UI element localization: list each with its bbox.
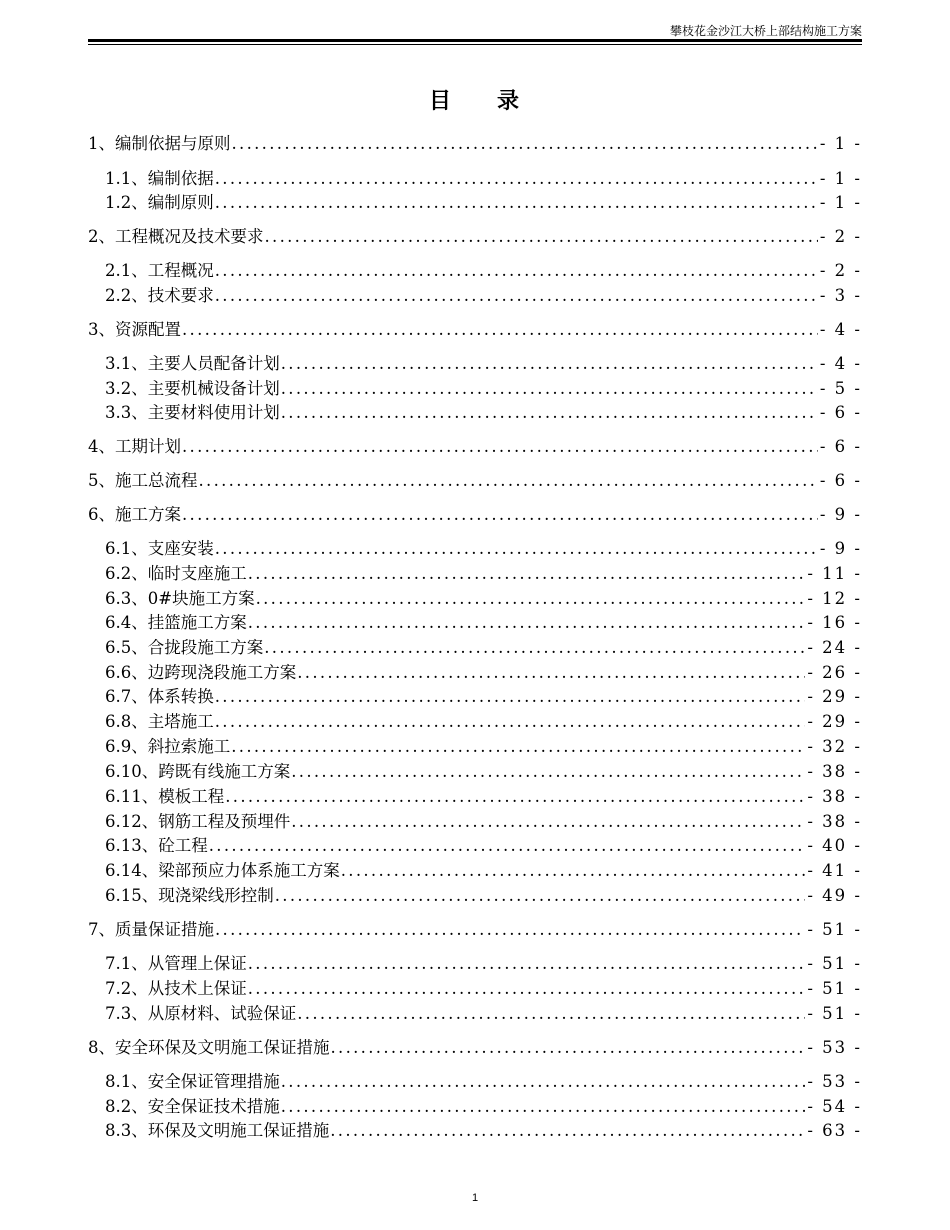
toc-leader-dots xyxy=(231,736,805,758)
toc-entry-text: 3.2、主要机械设备计划 xyxy=(105,379,280,398)
toc-entry-text: 1.1、编制依据 xyxy=(105,169,214,188)
toc-leader-dots xyxy=(291,811,805,833)
toc-leader-dots xyxy=(256,588,806,610)
toc-leader-dots xyxy=(182,319,818,341)
toc-leader-dots xyxy=(199,470,818,492)
toc-page-number: - 12 - xyxy=(807,589,862,608)
toc-leader-dots xyxy=(264,637,805,659)
toc-entry[interactable] xyxy=(105,612,862,634)
toc-leader-dots xyxy=(297,662,805,684)
toc-entry-text: 3.1、主要人员配备计划 xyxy=(105,354,280,373)
toc-entry-text: 2.1、工程概况 xyxy=(105,261,214,280)
toc-leader-dots xyxy=(341,860,806,882)
toc-page-number: - 41 - xyxy=(807,861,862,880)
toc-entry-text: 6.13、砼工程 xyxy=(105,836,208,855)
toc-entry[interactable] xyxy=(105,260,862,282)
toc-entry[interactable] xyxy=(88,319,862,341)
toc-entry[interactable] xyxy=(105,538,862,560)
toc-page-number: - 9 - xyxy=(819,505,862,524)
toc-leader-dots xyxy=(215,260,818,282)
toc-leader-dots xyxy=(248,953,806,975)
toc-leader-dots xyxy=(215,192,818,214)
toc-page-number: - 51 - xyxy=(807,1004,862,1023)
toc-entry-text: 6.1、支座安装 xyxy=(105,539,214,558)
toc-entry[interactable] xyxy=(88,226,862,248)
toc-entry-text: 3.3、主要材料使用计划 xyxy=(105,403,280,422)
toc-leader-dots xyxy=(330,1120,805,1142)
toc-page-number: - 63 - xyxy=(807,1121,862,1140)
toc-page-number: - 1 - xyxy=(819,193,862,212)
toc-page-number: - 51 - xyxy=(807,979,862,998)
toc-entry-text: 6.7、体系转换 xyxy=(105,687,214,706)
toc-page-number: - 29 - xyxy=(807,712,862,731)
toc-entry-text: 2、工程概况及技术要求 xyxy=(88,227,264,246)
toc-page-number: - 9 - xyxy=(819,539,862,558)
toc-entry-text: 6.3、0#块施工方案 xyxy=(105,589,255,608)
toc-page-number: - 26 - xyxy=(807,663,862,682)
toc-page-number: - 40 - xyxy=(807,836,862,855)
toc-page-number: - 53 - xyxy=(807,1038,862,1057)
toc-page-number: - 38 - xyxy=(807,787,862,806)
toc-entry[interactable] xyxy=(88,133,862,155)
toc-leader-dots xyxy=(275,885,806,907)
toc-leader-dots xyxy=(265,226,818,248)
footer-page-number: 1 xyxy=(471,1192,479,1204)
toc-leader-dots xyxy=(281,378,818,400)
toc-entry-text: 7.1、从管理上保证 xyxy=(105,954,247,973)
toc-entry[interactable] xyxy=(105,637,862,659)
toc-entry[interactable] xyxy=(105,168,862,190)
toc-page-number: - 2 - xyxy=(819,227,862,246)
toc-entry[interactable] xyxy=(105,885,862,907)
toc-leader-dots xyxy=(215,919,805,941)
toc-page-number: - 3 - xyxy=(819,286,862,305)
toc-page-number: - 32 - xyxy=(807,737,862,756)
toc-entry-text: 4、工期计划 xyxy=(88,437,181,456)
toc-leader-dots xyxy=(182,436,818,458)
toc-leader-dots xyxy=(297,1003,805,1025)
toc-page-number: - 49 - xyxy=(807,886,862,905)
toc-entry[interactable] xyxy=(88,436,862,458)
toc-leader-dots xyxy=(215,538,818,560)
toc-entry[interactable] xyxy=(105,953,862,975)
toc-entry[interactable] xyxy=(88,919,862,941)
toc-entry[interactable] xyxy=(105,378,862,400)
toc-page-number: - 53 - xyxy=(807,1072,862,1091)
toc-page-number: - 38 - xyxy=(807,762,862,781)
toc-entry-text: 6.14、梁部预应力体系施工方案 xyxy=(105,861,340,880)
toc-entry[interactable] xyxy=(105,588,862,610)
toc-leader-dots xyxy=(209,835,806,857)
toc-page-number: - 38 - xyxy=(807,812,862,831)
toc-page-number: - 11 - xyxy=(807,564,862,583)
toc-entry-text: 3、资源配置 xyxy=(88,320,181,339)
toc-entry-text: 6.12、钢筋工程及预埋件 xyxy=(105,812,291,831)
toc-entry-text: 6.15、现浇梁线形控制 xyxy=(105,886,274,905)
toc-entry[interactable] xyxy=(105,662,862,684)
toc-title-char-2: 录 xyxy=(497,89,522,114)
toc-entry-text: 6.9、斜拉索施工 xyxy=(105,737,231,756)
toc-entry[interactable] xyxy=(88,470,862,492)
toc-entry[interactable] xyxy=(105,978,862,1000)
toc-leader-dots xyxy=(331,1037,806,1059)
toc-leader-dots xyxy=(248,563,806,585)
toc-entry-text: 2.2、技术要求 xyxy=(105,286,214,305)
toc-entry-text: 7、质量保证措施 xyxy=(88,920,214,939)
toc-entry-text: 6.2、临时支座施工 xyxy=(105,564,247,583)
toc-entry[interactable] xyxy=(105,711,862,733)
toc-entry-text: 1.2、编制原则 xyxy=(105,193,214,212)
toc-leader-dots xyxy=(215,285,818,307)
toc-page-number: - 6 - xyxy=(819,437,862,456)
toc-entry-text: 5、施工总流程 xyxy=(88,471,198,490)
toc-entry-text: 6.5、合拢段施工方案 xyxy=(105,638,264,657)
toc-entry-text: 7.3、从原材料、试验保证 xyxy=(105,1004,297,1023)
toc-entry[interactable] xyxy=(105,1096,862,1118)
toc-leader-dots xyxy=(225,786,805,808)
toc-page-number: - 6 - xyxy=(819,471,862,490)
toc-title xyxy=(0,86,950,118)
toc-entry[interactable] xyxy=(105,285,862,307)
toc-leader-dots xyxy=(215,686,806,708)
toc-entry[interactable] xyxy=(105,1071,862,1093)
toc-page-number: - 24 - xyxy=(807,638,862,657)
toc-entry-text: 8.2、安全保证技术措施 xyxy=(105,1097,280,1116)
toc-entry[interactable] xyxy=(88,504,862,526)
toc-entry-text: 6.10、跨既有线施工方案 xyxy=(105,762,291,781)
toc-entry-text: 8.1、安全保证管理措施 xyxy=(105,1072,280,1091)
toc-leader-dots xyxy=(281,1071,806,1093)
toc-entry[interactable] xyxy=(105,835,862,857)
header-rule-thick xyxy=(88,39,862,42)
toc-entry[interactable] xyxy=(105,563,862,585)
toc-page-number: - 6 - xyxy=(819,403,862,422)
toc-entry[interactable] xyxy=(105,736,862,758)
toc-leader-dots xyxy=(281,402,818,424)
toc-entry[interactable] xyxy=(88,1037,862,1059)
toc-leader-dots xyxy=(281,353,818,375)
toc-leader-dots xyxy=(232,133,818,155)
toc-page-number: - 51 - xyxy=(807,954,862,973)
toc-entry[interactable] xyxy=(105,402,862,424)
toc-entry-text: 8、安全环保及文明施工保证措施 xyxy=(88,1038,330,1057)
toc-entry[interactable] xyxy=(105,353,862,375)
toc-entry[interactable] xyxy=(105,761,862,783)
toc-page-number: - 2 - xyxy=(819,261,862,280)
toc-page-number: - 1 - xyxy=(819,169,862,188)
toc-leader-dots xyxy=(215,711,806,733)
toc-entry-text: 8.3、环保及文明施工保证措施 xyxy=(105,1121,330,1140)
toc-entry[interactable] xyxy=(105,811,862,833)
toc-leader-dots xyxy=(281,1096,806,1118)
toc-entry[interactable] xyxy=(105,1120,862,1142)
toc-entry-text: 1、编制依据与原则 xyxy=(88,134,231,153)
toc-leader-dots xyxy=(182,504,818,526)
toc-entry[interactable] xyxy=(105,686,862,708)
toc-page-number: - 29 - xyxy=(807,687,862,706)
toc-page-number: - 54 - xyxy=(807,1097,862,1116)
header-rule-thin xyxy=(88,44,862,45)
running-header-title: 攀枝花金沙江大桥上部结构施工方案 xyxy=(669,24,862,38)
toc-page-number: - 1 - xyxy=(819,134,862,153)
toc-title-char-1: 目 xyxy=(428,89,453,114)
toc-entry-text: 6.4、挂篮施工方案 xyxy=(105,613,247,632)
toc-entry-text: 6.6、边跨现浇段施工方案 xyxy=(105,663,297,682)
toc-entry[interactable] xyxy=(105,860,862,882)
toc-page-number: - 4 - xyxy=(819,354,862,373)
toc-entry-text: 6.11、模板工程 xyxy=(105,787,225,806)
toc-leader-dots xyxy=(248,978,806,1000)
toc-leader-dots xyxy=(291,761,805,783)
toc-entry-text: 6.8、主塔施工 xyxy=(105,712,214,731)
toc-page-number: - 5 - xyxy=(819,379,862,398)
toc-entry[interactable] xyxy=(105,192,862,214)
toc-entry-text: 7.2、从技术上保证 xyxy=(105,979,247,998)
toc-entry[interactable] xyxy=(105,1003,862,1025)
toc-entry[interactable] xyxy=(105,786,862,808)
toc-entry-text: 6、施工方案 xyxy=(88,505,181,524)
toc-page-number: - 4 - xyxy=(819,320,862,339)
toc-page-number: - 51 - xyxy=(807,920,862,939)
toc-leader-dots xyxy=(248,612,806,634)
toc-page-number: - 16 - xyxy=(807,613,862,632)
toc-leader-dots xyxy=(215,168,818,190)
